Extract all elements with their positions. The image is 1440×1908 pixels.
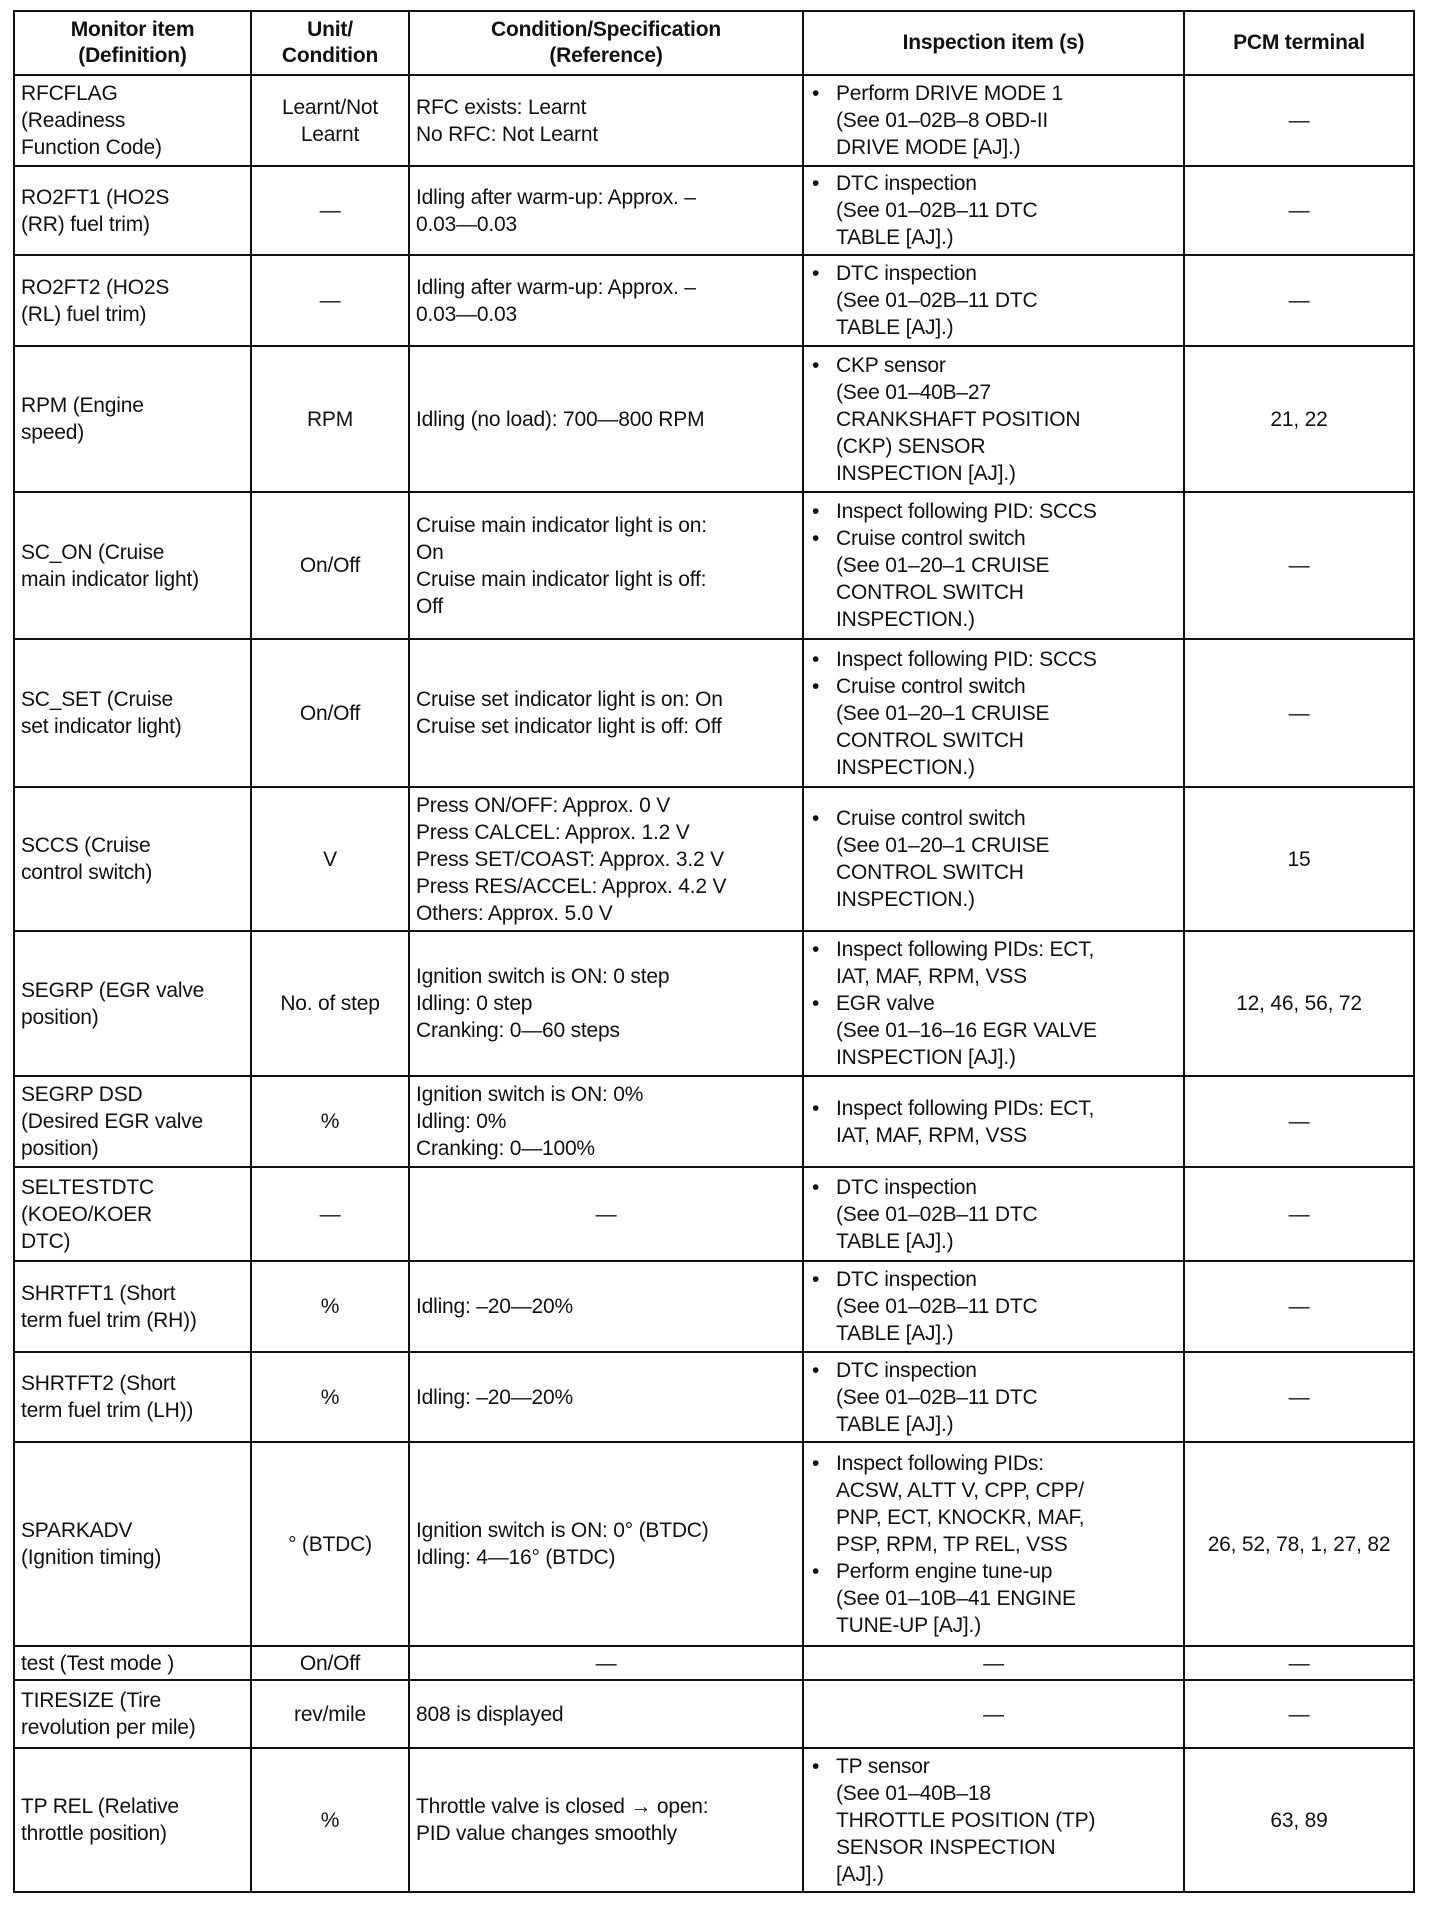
monitor-item-cell-line: RPM (Engine: [21, 394, 144, 417]
unit-cell-line: —: [319, 289, 341, 312]
monitor-item-cell-line: SEGRP DSD: [21, 1083, 143, 1106]
unit-cell-line: On/Off: [299, 701, 361, 725]
monitor-item-cell-line: SCCS (Cruise: [21, 834, 151, 857]
inspection-line: • Inspect following PIDs:: [836, 1451, 1044, 1475]
header-line: (Definition): [78, 44, 187, 67]
condition-cell: [409, 1442, 803, 1646]
pcm-terminal-cell: —: [1184, 1167, 1414, 1261]
monitor-item-cell: [14, 492, 251, 639]
condition-cell-line: Idling after warm-up: Approx. –: [416, 185, 696, 209]
pcm-terminal-cell: 15: [1184, 787, 1414, 931]
monitor-item-cell-line: TIRESIZE (Tire: [21, 1689, 161, 1712]
condition-cell-line: Idling: 4—16° (BTDC): [416, 1546, 616, 1569]
inspection-line: INSPECTION [AJ].): [836, 1046, 1016, 1069]
unit-cell: [251, 787, 409, 931]
monitor-item-cell: [14, 1646, 251, 1680]
condition-cell: [409, 1352, 803, 1442]
pid-monitor-table: [13, 10, 1415, 1893]
unit-cell: [251, 75, 409, 166]
condition-cell: [409, 346, 803, 492]
inspection-line: (See 01–40B–27: [836, 380, 991, 404]
inspection-line: • Inspect following PIDs: ECT,: [836, 938, 1095, 961]
condition-cell: [409, 787, 803, 931]
inspection-list: [810, 170, 1177, 251]
table-body: [14, 75, 1414, 1892]
inspection-line: (See 01–40B–18: [836, 1781, 991, 1805]
inspection-line: (See 01–20–1 CRUISE: [836, 701, 1050, 725]
inspection-bullet-item: [836, 1174, 1177, 1255]
inspection-line: TABLE [AJ].): [836, 1229, 954, 1253]
inspection-bullet-item: [836, 1266, 1177, 1347]
monitor-item-cell-line: term fuel trim (LH)): [21, 1399, 194, 1422]
inspection-bullet-item: [836, 646, 1177, 673]
inspection-line: INSPECTION [AJ].): [836, 461, 1016, 485]
inspection-bullet-item: [836, 673, 1177, 781]
inspection-line: TABLE [AJ].): [836, 1412, 954, 1436]
unit-cell-line: RPM: [306, 407, 354, 431]
monitor-item-cell-line: test (Test mode ): [21, 1651, 174, 1675]
monitor-item-cell-line: SC_ON (Cruise: [21, 540, 165, 564]
header-line: Unit/: [307, 18, 353, 41]
inspection-line: • DTC inspection: [836, 1358, 977, 1382]
inspection-line: INSPECTION.): [836, 888, 975, 911]
unit-cell: [251, 166, 409, 255]
condition-cell-line: Press ON/OFF: Approx. 0 V: [416, 793, 671, 817]
inspection-bullet-item: [836, 80, 1177, 161]
monitor-item-cell-line: position): [21, 1005, 99, 1029]
condition-cell-line: Cruise main indicator light is off:: [416, 567, 707, 591]
header-line: Inspection item (s): [902, 31, 1085, 54]
unit-cell: [251, 492, 409, 639]
inspection-line: [AJ].): [836, 1862, 884, 1886]
table-row: [14, 166, 1414, 255]
monitor-item-cell-line: SEGRP (EGR valve: [21, 978, 205, 1002]
inspection-line: • DTC inspection: [836, 262, 977, 285]
unit-cell: [251, 255, 409, 346]
monitor-item-cell: [14, 931, 251, 1076]
inspection-line: • Inspect following PID: SCCS: [836, 500, 1097, 523]
condition-cell-line: 808 is displayed: [416, 1702, 564, 1726]
condition-cell-line: Ignition switch is ON: 0° (BTDC): [416, 1519, 709, 1542]
condition-cell-line: Press RES/ACCEL: Approx. 4.2 V: [416, 874, 727, 898]
inspection-line: • Inspect following PIDs: ECT,: [836, 1096, 1095, 1120]
unit-cell-line: %: [320, 1295, 340, 1318]
inspection-list: [810, 80, 1177, 161]
table-row: [14, 639, 1414, 787]
inspection-line: (See 01–02B–11 DTC: [836, 289, 1038, 312]
inspection-line: SENSOR INSPECTION: [836, 1835, 1056, 1859]
pcm-terminal-cell: 63, 89: [1184, 1748, 1414, 1892]
condition-cell-line: Cruise set indicator light is on: On: [416, 688, 723, 711]
condition-cell-line: Off: [416, 594, 444, 618]
inspection-list: [810, 352, 1177, 487]
inspection-cell: [803, 787, 1184, 931]
monitor-item-cell-line: speed): [21, 421, 85, 444]
pcm-terminal-cell: —: [1184, 1076, 1414, 1167]
condition-cell-line: 0.03—0.03: [416, 212, 517, 236]
inspection-list: [810, 1450, 1177, 1639]
inspection-line: • Inspect following PID: SCCS: [836, 647, 1097, 671]
column-header-unit-condition: [251, 11, 409, 75]
condition-cell-line: Idling: 0%: [416, 1110, 507, 1133]
inspection-bullet-item: [836, 352, 1177, 487]
pcm-terminal-cell: 12, 46, 56, 72: [1184, 931, 1414, 1076]
pcm-terminal-cell: 26, 52, 78, 1, 27, 82: [1184, 1442, 1414, 1646]
table-row: [14, 1680, 1414, 1748]
unit-cell-line: Learnt/Not: [281, 95, 379, 119]
inspection-bullet-item: [836, 805, 1177, 913]
inspection-line: TABLE [AJ].): [836, 1322, 954, 1345]
condition-cell-line: Others: Approx. 5.0 V: [416, 901, 613, 925]
unit-cell: [251, 639, 409, 787]
monitor-item-cell: [14, 639, 251, 787]
table-row: [14, 1076, 1414, 1167]
inspection-line: CRANKSHAFT POSITION: [836, 407, 1081, 431]
inspection-cell: [803, 1748, 1184, 1892]
monitor-item-cell-line: RO2FT2 (HO2S: [21, 275, 170, 299]
inspection-line: (See 01–02B–8 OBD-II: [836, 109, 1048, 132]
monitor-item-cell-line: set indicator light): [21, 715, 182, 738]
monitor-item-cell: [14, 75, 251, 166]
monitor-item-cell-line: DTC): [21, 1229, 71, 1253]
inspection-line: DRIVE MODE [AJ].): [836, 136, 1021, 159]
condition-cell-line: RFC exists: Learnt: [416, 95, 587, 119]
monitor-item-cell-line: (Ignition timing): [21, 1546, 162, 1569]
inspection-bullet-item: [836, 1095, 1177, 1149]
monitor-item-cell: [14, 255, 251, 346]
inspection-list: [810, 936, 1177, 1071]
condition-cell-line: Idling (no load): 700—800 RPM: [416, 407, 705, 431]
monitor-item-cell-line: SHRTFT1 (Short: [21, 1281, 176, 1305]
unit-cell: [251, 1352, 409, 1442]
inspection-line: • Cruise control switch: [836, 674, 1026, 698]
unit-cell: [251, 1167, 409, 1261]
monitor-item-cell: [14, 346, 251, 492]
condition-cell: [409, 1167, 803, 1261]
condition-cell: [409, 166, 803, 255]
condition-cell-line: On: [416, 540, 444, 564]
table-row: [14, 346, 1414, 492]
inspection-line: ACSW, ALTT V, CPP, CPP/: [836, 1478, 1084, 1502]
table-row: [14, 787, 1414, 931]
unit-cell: [251, 1442, 409, 1646]
inspection-list: [810, 1357, 1177, 1438]
inspection-line: • DTC inspection: [836, 1175, 977, 1199]
pcm-terminal-cell: —: [1184, 492, 1414, 639]
condition-cell-line: Cruise main indicator light is on:: [416, 513, 707, 537]
inspection-line: • CKP sensor: [836, 353, 946, 377]
inspection-line: (See 01–02B–11 DTC: [836, 1385, 1038, 1409]
table-row: [14, 1442, 1414, 1646]
condition-cell: [409, 75, 803, 166]
unit-cell: [251, 1076, 409, 1167]
unit-cell-line: rev/mile: [294, 1702, 366, 1726]
condition-cell-line: Press SET/COAST: Approx. 3.2 V: [416, 847, 724, 871]
monitor-item-cell-line: (RL) fuel trim): [21, 302, 147, 326]
condition-cell-line: Idling: –20—20%: [416, 1295, 573, 1318]
condition-cell-line: Cranking: 0—60 steps: [416, 1019, 620, 1042]
monitor-item-cell-line: Function Code): [21, 136, 162, 159]
table-row: [14, 1167, 1414, 1261]
pcm-terminal-cell: —: [1184, 1680, 1414, 1748]
monitor-item-cell: [14, 1748, 251, 1892]
monitor-item-cell-line: (RR) fuel trim): [21, 212, 150, 236]
header-row: [14, 11, 1414, 75]
monitor-item-cell: [14, 1167, 251, 1261]
inspection-bullet-item: [836, 936, 1177, 990]
monitor-item-cell-line: revolution per mile): [21, 1716, 196, 1739]
condition-cell-line: Throttle valve is closed → open:: [416, 1795, 709, 1818]
pcm-terminal-cell: —: [1184, 1646, 1414, 1680]
unit-cell-line: %: [320, 1110, 340, 1133]
monitor-item-cell-line: SELTESTDTC: [21, 1175, 154, 1199]
monitor-item-cell-line: (Desired EGR valve: [21, 1110, 203, 1133]
unit-cell-line: %: [320, 1808, 340, 1832]
inspection-list: [810, 1753, 1177, 1888]
inspection-line: • Perform DRIVE MODE 1: [836, 82, 1064, 105]
inspection-bullet-item: [836, 260, 1177, 341]
inspection-line: INSPECTION.): [836, 608, 975, 631]
table-row: [14, 255, 1414, 346]
inspection-line: (See 01–02B–11 DTC: [836, 199, 1038, 222]
monitor-item-cell: [14, 787, 251, 931]
inspection-cell: [803, 931, 1184, 1076]
inspection-bullet-item: [836, 1753, 1177, 1888]
inspection-cell: [803, 1261, 1184, 1352]
monitor-item-cell-line: (KOEO/KOER: [21, 1202, 153, 1226]
condition-cell-line: —: [595, 1651, 617, 1675]
inspection-line: (See 01–02B–11 DTC: [836, 1295, 1038, 1318]
inspection-bullet-item: [836, 498, 1177, 525]
inspection-line: • Cruise control switch: [836, 807, 1026, 830]
inspection-line: • Cruise control switch: [836, 527, 1026, 550]
inspection-line: TUNE-UP [AJ].): [836, 1613, 981, 1637]
inspection-line: (See 01–10B–41 ENGINE: [836, 1586, 1076, 1610]
inspection-list: [810, 260, 1177, 341]
inspection-line: • DTC inspection: [836, 1268, 977, 1291]
condition-cell: [409, 1261, 803, 1352]
condition-cell-line: Ignition switch is ON: 0%: [416, 1083, 644, 1106]
condition-cell: [409, 1076, 803, 1167]
inspection-line: • EGR valve: [836, 992, 935, 1015]
inspection-cell: [803, 1442, 1184, 1646]
inspection-line: THROTTLE POSITION (TP): [836, 1808, 1096, 1832]
inspection-line: PSP, RPM, TP REL, VSS: [836, 1532, 1068, 1556]
monitor-item-cell: [14, 1442, 251, 1646]
inspection-line: • DTC inspection: [836, 172, 977, 195]
column-header-inspection-items: [803, 11, 1184, 75]
monitor-item-cell-line: SC_SET (Cruise: [21, 688, 174, 711]
table-row: [14, 931, 1414, 1076]
pcm-terminal-cell: —: [1184, 75, 1414, 166]
inspection-bullet-item: [836, 1357, 1177, 1438]
condition-cell: [409, 639, 803, 787]
condition-cell-line: Ignition switch is ON: 0 step: [416, 965, 670, 988]
inspection-cell: [803, 492, 1184, 639]
condition-cell-line: Idling: 0 step: [416, 992, 533, 1015]
inspection-line: IAT, MAF, RPM, VSS: [836, 1123, 1027, 1147]
unit-cell: [251, 1646, 409, 1680]
table-row: [14, 1646, 1414, 1680]
pcm-terminal-cell: —: [1184, 639, 1414, 787]
unit-cell: [251, 1748, 409, 1892]
pcm-terminal-cell: —: [1184, 1352, 1414, 1442]
inspection-line: CONTROL SWITCH: [836, 728, 1024, 752]
inspection-list: [810, 1095, 1177, 1149]
unit-cell-line: —: [319, 199, 341, 222]
table-row: [14, 75, 1414, 166]
header-line: PCM terminal: [1233, 31, 1365, 54]
inspection-line: (See 01–16–16 EGR VALVE: [836, 1019, 1097, 1042]
pcm-terminal-cell: 21, 22: [1184, 346, 1414, 492]
unit-cell-line: ° (BTDC): [288, 1532, 372, 1556]
column-header-condition-specification: [409, 11, 803, 75]
monitor-item-cell-line: SHRTFT2 (Short: [21, 1372, 176, 1395]
unit-cell: [251, 346, 409, 492]
pcm-terminal-cell: —: [1184, 166, 1414, 255]
inspection-cell: [803, 255, 1184, 346]
monitor-item-cell-line: main indicator light): [21, 567, 199, 591]
inspection-list: [810, 646, 1177, 781]
condition-cell: [409, 931, 803, 1076]
unit-cell: [251, 931, 409, 1076]
monitor-item-cell-line: SPARKADV: [21, 1519, 133, 1542]
unit-cell-line: On/Off: [299, 1651, 361, 1675]
table-row: [14, 1261, 1414, 1352]
unit-cell-line: V: [323, 847, 337, 871]
inspection-list: [810, 498, 1177, 633]
inspection-line: • TP sensor: [836, 1754, 930, 1778]
condition-cell-line: Press CALCEL: Approx. 1.2 V: [416, 820, 690, 844]
condition-cell-line: No RFC: Not Learnt: [416, 122, 598, 146]
monitor-item-cell-line: control switch): [21, 861, 153, 884]
inspection-line: PNP, ECT, KNOCKR, MAF,: [836, 1505, 1085, 1529]
condition-cell-line: PID value changes smoothly: [416, 1822, 677, 1845]
column-header-monitor-item: [14, 11, 251, 75]
table-row: [14, 1352, 1414, 1442]
monitor-item-cell-line: RO2FT1 (HO2S: [21, 185, 170, 209]
condition-cell-line: 0.03—0.03: [416, 302, 517, 326]
inspection-cell: —: [803, 1646, 1184, 1680]
monitor-item-cell-line: (Readiness: [21, 109, 126, 132]
inspection-cell: [803, 75, 1184, 166]
unit-cell: [251, 1680, 409, 1748]
inspection-line: CONTROL SWITCH: [836, 581, 1024, 604]
monitor-item-cell-line: TP REL (Relative: [21, 1795, 179, 1818]
inspection-bullet-item: [836, 990, 1177, 1071]
condition-cell-line: Cranking: 0—100%: [416, 1137, 595, 1160]
inspection-cell: [803, 1352, 1184, 1442]
inspection-cell: [803, 1076, 1184, 1167]
monitor-item-cell-line: throttle position): [21, 1822, 167, 1845]
monitor-item-cell-line: term fuel trim (RH)): [21, 1308, 197, 1332]
unit-cell-line: —: [319, 1202, 341, 1226]
condition-cell: [409, 1680, 803, 1748]
monitor-item-cell: [14, 1352, 251, 1442]
inspection-cell: [803, 166, 1184, 255]
inspection-cell: —: [803, 1680, 1184, 1748]
inspection-line: • Perform engine tune-up: [836, 1559, 1053, 1583]
header-line: (Reference): [549, 44, 663, 67]
pcm-terminal-cell: —: [1184, 1261, 1414, 1352]
inspection-line: IAT, MAF, RPM, VSS: [836, 965, 1027, 988]
monitor-item-cell-line: position): [21, 1137, 99, 1160]
condition-cell-line: Cruise set indicator light is off: Off: [416, 715, 722, 738]
unit-cell-line: Learnt: [300, 122, 360, 146]
inspection-cell: [803, 1167, 1184, 1261]
monitor-item-cell: [14, 166, 251, 255]
unit-cell: [251, 1261, 409, 1352]
inspection-line: (See 01–20–1 CRUISE: [836, 554, 1050, 577]
inspection-line: (See 01–20–1 CRUISE: [836, 834, 1050, 857]
condition-cell: [409, 1646, 803, 1680]
inspection-line: TABLE [AJ].): [836, 316, 954, 339]
monitor-item-cell: [14, 1680, 251, 1748]
unit-cell-line: No. of step: [280, 992, 380, 1015]
pcm-terminal-cell: —: [1184, 255, 1414, 346]
monitor-item-cell-line: RFCFLAG: [21, 82, 118, 105]
column-header-pcm-terminal: [1184, 11, 1414, 75]
inspection-cell: [803, 346, 1184, 492]
inspection-line: INSPECTION.): [836, 755, 975, 779]
inspection-line: CONTROL SWITCH: [836, 861, 1024, 884]
inspection-line: (See 01–02B–11 DTC: [836, 1202, 1038, 1226]
condition-cell: [409, 1748, 803, 1892]
table-row: [14, 1748, 1414, 1892]
inspection-cell: [803, 639, 1184, 787]
inspection-line: TABLE [AJ].): [836, 226, 954, 249]
inspection-list: [810, 1174, 1177, 1255]
inspection-list: [810, 1266, 1177, 1347]
table-row: [14, 492, 1414, 639]
condition-cell-line: —: [595, 1202, 617, 1226]
inspection-line: (CKP) SENSOR: [836, 434, 986, 458]
unit-cell-line: On/Off: [299, 554, 361, 577]
condition-cell: [409, 255, 803, 346]
monitor-item-cell: [14, 1261, 251, 1352]
unit-cell-line: %: [320, 1385, 340, 1409]
condition-cell-line: Idling: –20—20%: [416, 1385, 573, 1409]
inspection-list: [810, 805, 1177, 913]
inspection-bullet-item: [836, 525, 1177, 633]
inspection-bullet-item: [836, 1450, 1177, 1558]
condition-cell-line: Idling after warm-up: Approx. –: [416, 275, 696, 299]
monitor-item-cell: [14, 1076, 251, 1167]
condition-cell: [409, 492, 803, 639]
header-line: Monitor item: [70, 18, 195, 41]
inspection-bullet-item: [836, 170, 1177, 251]
inspection-bullet-item: [836, 1558, 1177, 1639]
header-line: Condition/Specification: [491, 18, 721, 41]
header-line: Condition: [281, 44, 379, 67]
